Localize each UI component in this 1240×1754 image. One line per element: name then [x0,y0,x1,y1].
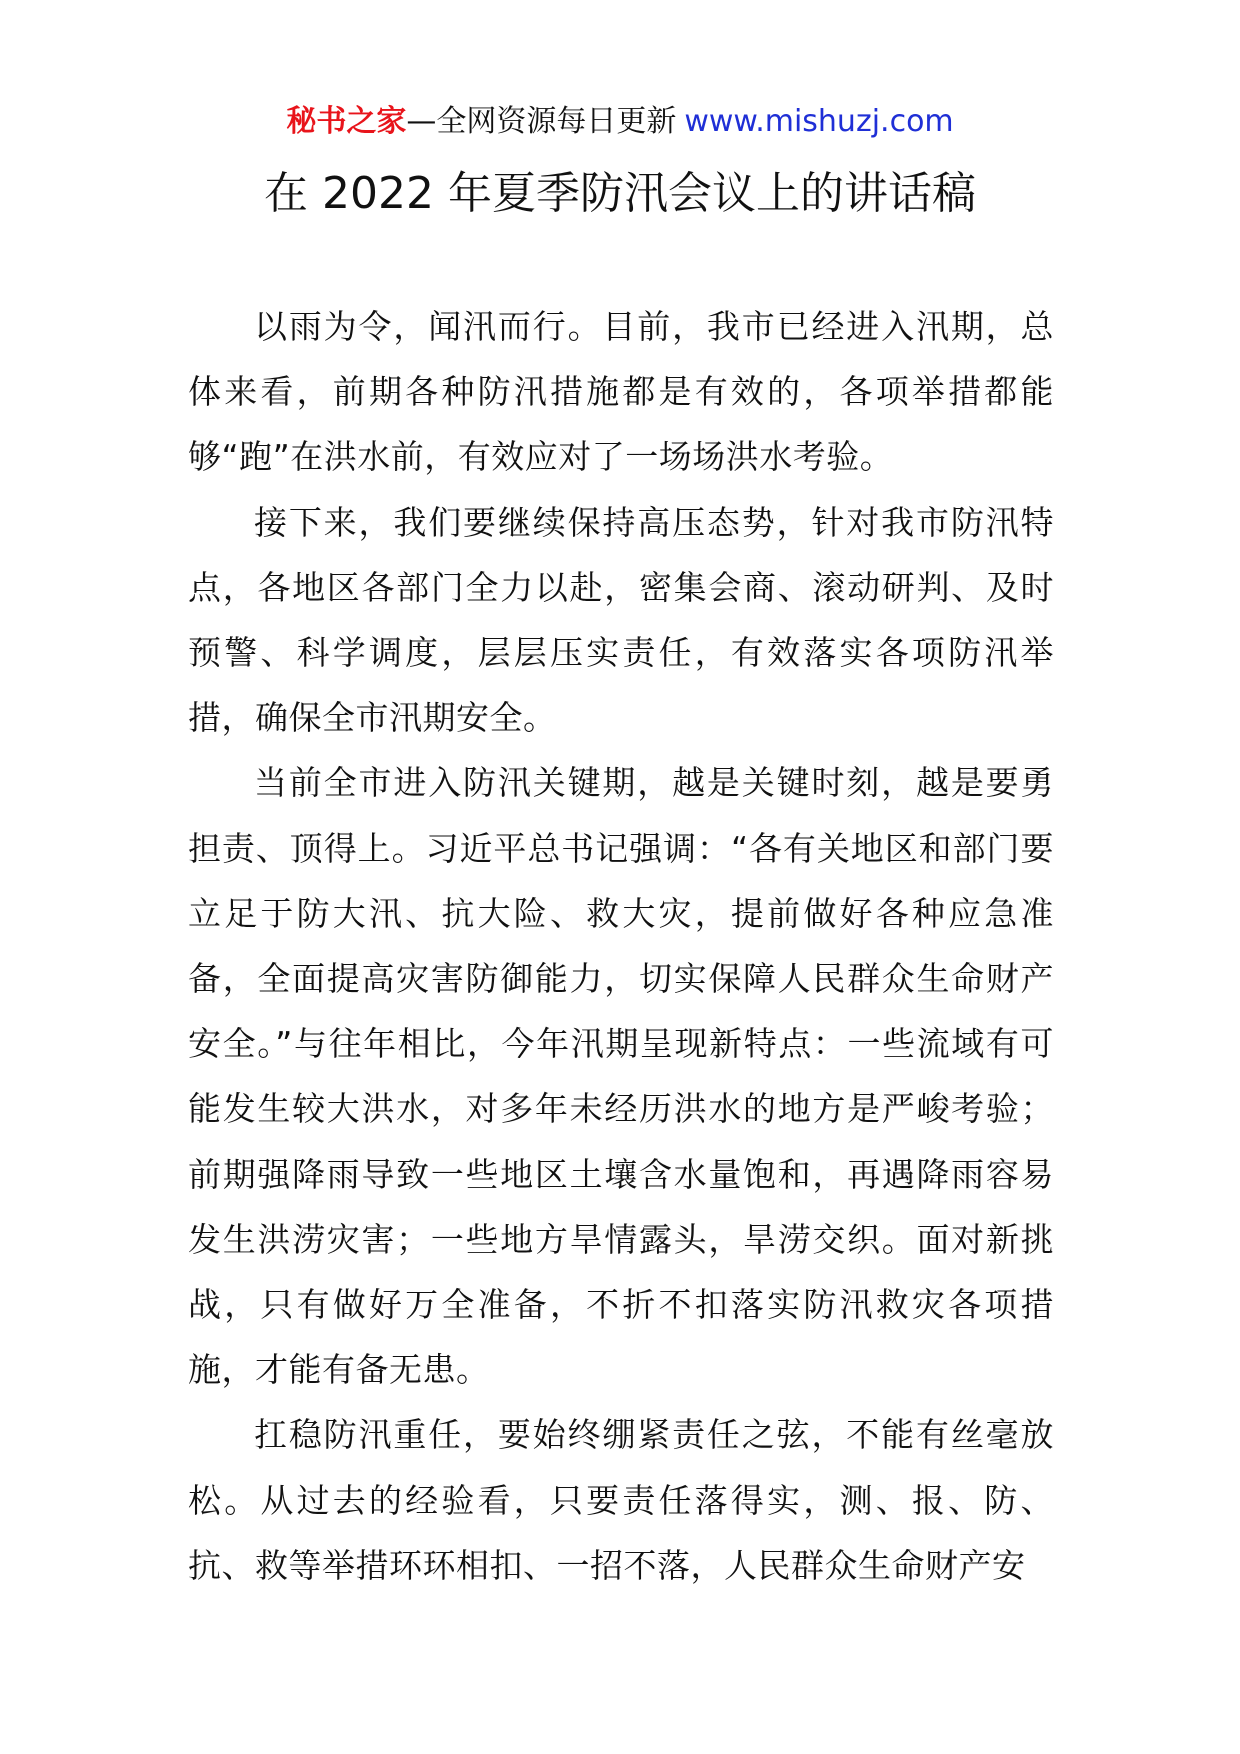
body-paragraph-4: 扛稳防汛重任，要始终绷紧责任之弦，不能有丝毫放松。从过去的经验看，只要责任落得实，测、报、防、抗、救等举措环环相扣、一招不落，人民群众生命财产安 [188,1415,1054,1585]
brand-name: 秘书之家 [286,104,407,139]
body-paragraph-3: 当前全市进入防汛关键期，越是关键时刻，越是要勇担责、顶得上。习近平总书记强调：“各有关地区和部门要立足于防大汛、抗大险、救大灾，提前做好各种应急准备，全面提高灾害防御能力，切实保障人民群众生命财产安全。”与往年相比，今年汛期呈现新特点：一些流域有可能发生较大洪水，对多年未经历洪水的地方是严峻考验；前期强降雨导致一些地区土壤含水量饱和，再遇降雨容易发生洪涝灾害；一些地方旱情露头，旱涝交织。面对新挑战，只有做好万全准备，不折不扣落实防汛救灾各项措施，才能有备无患。 [188,763,1054,1390]
body-paragraph-1: 以雨为令，闻汛而行。目前，我市已经进入汛期，总体来看，前期各种防汛措施都是有效的，各项举措都能够“跑”在洪水前，有效应对了一场场洪水考验。 [188,307,1054,477]
document-title: 在 2022 年夏季防汛会议上的讲话稿 [264,168,976,219]
body-paragraph-2: 接下来，我们要继续保持高压态势，针对我市防汛特点，各地区各部门全力以赴，密集会商、滚动研判、及时预警、科学调度，层层压实责任，有效落实各项防汛举措，确保全市汛期安全。 [188,502,1054,738]
site-url-link[interactable]: www.mishuzj.com [684,104,954,139]
site-header [0,100,1240,144]
header-tagline: —全网资源每日更新 [406,104,677,139]
document-body [188,294,1054,1598]
